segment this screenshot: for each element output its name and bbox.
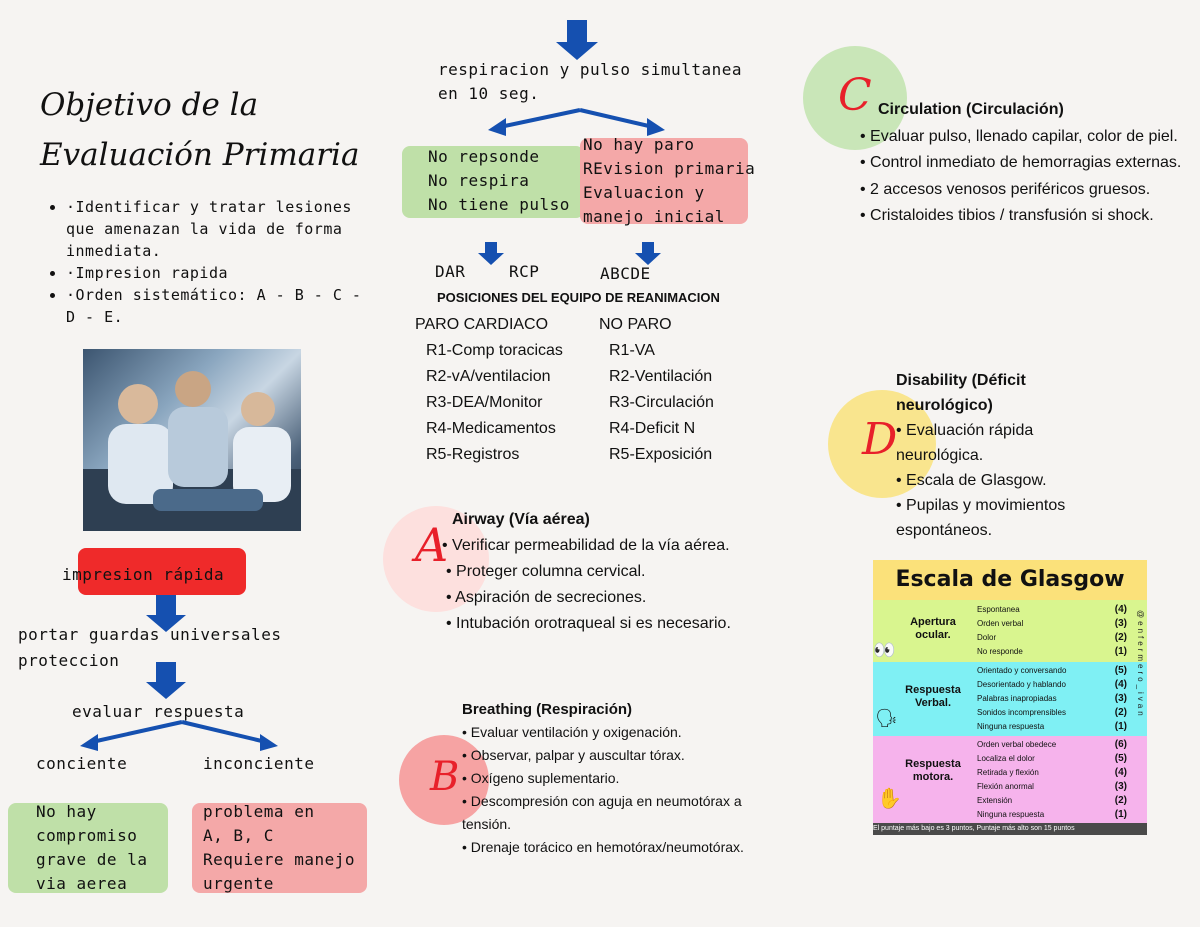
- paro-header: PARO CARDIACO: [415, 316, 549, 333]
- breathing-item: • Observar, palpar y auscultar tórax.: [462, 747, 685, 763]
- arrowhead: [260, 734, 278, 751]
- glasgow-row-score: (1): [1114, 646, 1127, 657]
- glasgow-row-score: (4): [1114, 679, 1127, 690]
- airway-item: • Verificar permeabilidad de la vía aérea.: [442, 537, 730, 554]
- no-responde-box: [428, 145, 570, 217]
- arrowhead: [488, 118, 506, 136]
- glasgow-row-score: (2): [1114, 795, 1127, 806]
- disability-title: Disability (Déficit neurológico): [896, 372, 1026, 414]
- objective-item: • ·Impresion rapida: [66, 262, 368, 284]
- glasgow-row-score: (5): [1114, 665, 1127, 676]
- box-line: Requiere manejo: [203, 850, 355, 869]
- glasgow-section-label: Respuesta motora.: [905, 758, 961, 783]
- glasgow-row-label: No responde: [977, 647, 1023, 656]
- airway-item: • Intubación orotraqueal si es necesario.: [446, 615, 731, 632]
- no-paro-list: [609, 342, 714, 472]
- glasgow-row-score: (3): [1114, 781, 1127, 792]
- glasgow-row-label: Localiza el dolor: [977, 754, 1035, 763]
- glasgow-row-score: (4): [1114, 604, 1127, 615]
- position-item: R4-Medicamentos: [426, 420, 556, 437]
- glasgow-row-label: Palabras inapropiadas: [977, 694, 1057, 703]
- breathing-item: • Descompresión con aguja en neumotórax a tensión.: [462, 793, 742, 832]
- box-line: No tiene pulso: [428, 195, 570, 214]
- title-line-1: Objetivo de la: [40, 87, 259, 123]
- inconsciente-label: inconciente: [203, 754, 315, 773]
- box-line: urgente: [203, 874, 274, 893]
- glasgow-row-label: Flexión anormal: [977, 782, 1034, 791]
- glasgow-row-label: Desorientado y hablando: [977, 680, 1066, 689]
- respiracion-text: [438, 58, 742, 106]
- resp-line-1: respiracion y pulso simultanea: [438, 60, 742, 79]
- breathing-letter: B: [430, 754, 460, 800]
- breathing-item: • Evaluar ventilación y oxigenación.: [462, 724, 682, 740]
- arrowhead: [80, 734, 98, 751]
- no-paro-header: NO PARO: [599, 316, 672, 333]
- box-line: No repsonde: [428, 147, 540, 166]
- glasgow-row-label: Orientado y conversando: [977, 666, 1067, 675]
- airway-item: • Proteger columna cervical.: [446, 563, 646, 580]
- hay-paro-box: [583, 133, 755, 229]
- objective-item: • ·Orden sistemático: A - B - C - D - E.: [66, 284, 368, 328]
- box-line: grave de la: [36, 850, 148, 869]
- position-item: R1-VA: [609, 342, 655, 359]
- box-line: via aerea: [36, 874, 128, 893]
- glasgow-section-label: Respuesta Verbal.: [905, 684, 961, 709]
- glasgow-row-score: (1): [1114, 721, 1127, 732]
- circulation-letter: C: [838, 70, 872, 121]
- eyes-icon: 👀: [873, 640, 896, 660]
- arrow-down-dar: [478, 242, 504, 265]
- circulation-item: • Evaluar pulso, llenado capilar, color de piel.: [860, 127, 1178, 145]
- box-line: No hay: [36, 802, 97, 821]
- glasgow-rows: [977, 664, 1127, 734]
- glasgow-rows: [977, 603, 1127, 659]
- position-item: R2-vA/ventilacion: [426, 368, 551, 385]
- glasgow-row-label: Retirada y flexión: [977, 768, 1039, 777]
- glasgow-row-score: (1): [1114, 809, 1127, 820]
- circulation-item: • Cristaloides tibios / transfusión si shock.: [860, 207, 1154, 224]
- glasgow-footer: El puntaje más bajo es 3 puntos, Puntaje más alto son 15 puntos: [873, 823, 1147, 835]
- circulation-title: Circulation (Circulación): [878, 101, 1064, 118]
- glasgow-section-motor: [873, 736, 1147, 823]
- box-line: REvision primaria: [583, 159, 756, 178]
- abcde-label: ABCDE: [600, 264, 651, 283]
- dar-label: DAR: [435, 262, 466, 281]
- airway-letter: A: [415, 518, 449, 572]
- glasgow-row-score: (3): [1114, 618, 1127, 629]
- box-line: problema en: [203, 802, 315, 821]
- breathing-item: • Oxígeno suplementario.: [462, 770, 620, 786]
- paro-list: [426, 342, 563, 472]
- glasgow-chart: [873, 560, 1147, 835]
- circulation-item: • 2 accesos venosos periféricos gruesos.: [860, 180, 1151, 198]
- breathing-title: Breathing (Respiración): [462, 701, 633, 718]
- portar-line-1: portar guardas universales: [18, 625, 282, 644]
- glasgow-row-label: Ninguna respuesta: [977, 722, 1045, 731]
- disability-letter: D: [862, 414, 898, 465]
- glasgow-section-ocular: [873, 600, 1147, 662]
- glasgow-row-score: (6): [1114, 739, 1127, 750]
- glasgow-row-label: Dolor: [977, 633, 997, 642]
- rcp-label: RCP: [509, 262, 540, 281]
- position-item: R2-Ventilación: [609, 368, 713, 385]
- disability-section: [896, 368, 1096, 543]
- portar-line-2: proteccion: [18, 651, 120, 670]
- glasgow-row-score: (5): [1114, 753, 1127, 764]
- arrow-down-top: [556, 20, 598, 60]
- disability-item: • Escala de Glasgow.: [896, 472, 1047, 489]
- circulation-section: [860, 97, 1185, 230]
- glasgow-row-label: Orden verbal: [977, 619, 1024, 628]
- split-arrows-left-col: [92, 722, 266, 742]
- position-item: R4-Deficit N: [609, 420, 696, 437]
- glasgow-row-label: Extensión: [977, 796, 1013, 805]
- glasgow-row-score: (3): [1114, 693, 1127, 704]
- breathing-item: • Drenaje torácico en hemotórax/neumotórax.: [462, 839, 744, 855]
- posiciones-title: POSICIONES DEL EQUIPO DE REANIMACION: [437, 290, 720, 305]
- glasgow-section-label: Apertura ocular.: [910, 616, 956, 641]
- glasgow-row-label: Ninguna respuesta: [977, 810, 1045, 819]
- box-line: No hay paro: [583, 135, 695, 154]
- glasgow-row-label: Orden verbal obedece: [977, 740, 1057, 749]
- glasgow-rows: [977, 738, 1127, 822]
- position-item: R1-Comp toracicas: [426, 342, 563, 359]
- glasgow-row-label: Espontanea: [977, 605, 1020, 614]
- glasgow-row-score: (2): [1114, 707, 1127, 718]
- glasgow-section-verbal: [873, 662, 1147, 736]
- disability-item: • Evaluación rápida neurológica.: [896, 422, 1034, 464]
- hand-icon: ✋: [877, 788, 902, 810]
- airway-item: • Aspiración de secreciones.: [446, 589, 647, 606]
- portar-text: [18, 622, 281, 674]
- speaking-person-icon: 🗣: [875, 708, 898, 728]
- glasgow-title: Escala de Glasgow: [873, 560, 1147, 600]
- no-compromiso-box: [36, 800, 147, 896]
- impresion-label: impresion rápida: [62, 565, 225, 584]
- position-item: R3-DEA/Monitor: [426, 394, 543, 411]
- glasgow-row-score: (2): [1114, 632, 1127, 643]
- airway-title: Airway (Vía aérea): [452, 511, 590, 528]
- position-item: R5-Registros: [426, 446, 520, 463]
- problema-box: [203, 800, 355, 896]
- circulation-item: • Control inmediato de hemorragias externas.: [860, 154, 1182, 171]
- glasgow-row-score: (4): [1114, 767, 1127, 778]
- breathing-section: [462, 698, 754, 859]
- box-line: compromiso: [36, 826, 138, 845]
- split-arrows-middle: [500, 110, 653, 127]
- consciente-label: conciente: [36, 754, 128, 773]
- arrow-down-abcde: [635, 242, 661, 265]
- box-line: Evaluacion y: [583, 183, 705, 202]
- evaluar-label: evaluar respuesta: [72, 702, 245, 721]
- airway-section: [442, 507, 767, 637]
- title-line-2: Evaluación Primaria: [40, 137, 360, 173]
- position-item: R3-Circulación: [609, 394, 714, 411]
- disability-item: • Pupilas y movimientos espontáneos.: [896, 497, 1066, 539]
- glasgow-watermark: @enfermero_ivan: [1136, 610, 1145, 719]
- position-item: R5-Exposición: [609, 446, 713, 463]
- resp-line-2: en 10 seg.: [438, 84, 540, 103]
- objective-item: • ·Identificar y tratar lesiones que amenazan la vida de forma inmediata.: [66, 196, 368, 262]
- box-line: A, B, C: [203, 826, 274, 845]
- box-line: manejo inicial: [583, 207, 725, 226]
- glasgow-row-label: Sonidos incomprensibles: [977, 708, 1066, 717]
- box-line: No respira: [428, 171, 530, 190]
